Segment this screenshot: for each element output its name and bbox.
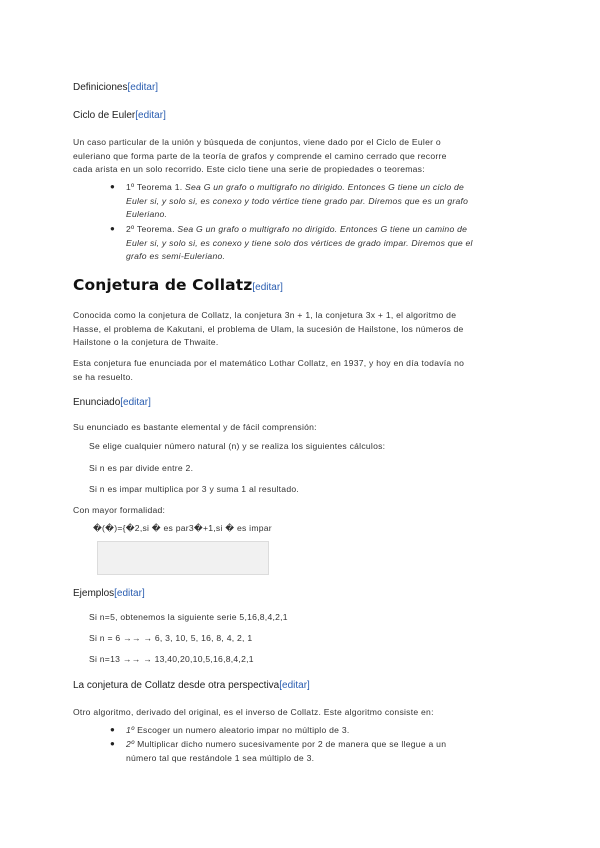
collatz-edit-link[interactable]: [editar] — [252, 282, 283, 293]
formal-label: Con mayor formalidad: — [73, 505, 166, 515]
step-2-item — [126, 738, 536, 765]
step-2-line: Multiplicar dicho numero sucesivamente por 2 de manera que se llegue a un — [137, 739, 447, 749]
step-2-line: número tal que restándole 1 sea múltiplo de 3. — [126, 752, 315, 763]
theorem-1-line: Euleriano. — [126, 209, 168, 219]
ciclo-euler-heading-text: Ciclo de Euler — [73, 110, 136, 121]
theorem-1-line: Sea G un grafo o multigrafo no dirigido. Entonces G tiene un ciclo de — [185, 182, 465, 192]
enunciado-heading-text: Enunciado — [73, 397, 121, 408]
theorem-2-item — [126, 223, 536, 264]
ejemplo-line: Si n = 6 →→ → 6, 3, 10, 5, 16, 8, 4, 2, 1 — [89, 633, 253, 643]
enunciado-edit-link[interactable]: [editar] — [120, 397, 151, 408]
collatz-heading-text: Conjetura de Collatz — [73, 276, 253, 294]
otra-perspectiva-edit-link[interactable]: [editar] — [279, 680, 310, 691]
step-1-line: Escoger un numero aleatorio impar no múltiplo de 3. — [137, 725, 350, 735]
bullet-icon: ● — [110, 182, 115, 191]
theorem-1-line: Euler si, y solo si, es conexo y todo vértice tiene grado par. Diremos que es un grafo — [126, 195, 469, 206]
step-1-prefix: 1º — [126, 725, 138, 735]
enunciado-heading — [73, 397, 151, 408]
collatz-heading — [73, 276, 283, 295]
definiciones-edit-link[interactable]: [editar] — [127, 82, 159, 93]
bullet-icon: ● — [110, 739, 115, 748]
theorem-2-line: grafo es semi-Euleriano. — [126, 251, 226, 261]
paragraph-line: se ha resuelto. — [73, 371, 134, 382]
enunciado-intro: Su enunciado es bastante elemental y de fácil comprensión: — [73, 422, 317, 432]
enunciado-step: Si n es impar multiplica por 3 y suma 1 al resultado. — [89, 484, 300, 494]
ejemplos-heading — [73, 588, 145, 599]
paragraph-line: Conocida como la conjetura de Collatz, la conjetura 3n + 1, la conjetura 3x + 1, el algoritmo de — [73, 310, 457, 320]
paragraph-line: Esta conjetura fue enunciada por el matemático Lothar Collatz, en 1937, y hoy en día todavía no — [73, 358, 465, 368]
ejemplo-line: Si n=5, obtenemos la siguiente serie 5,16,8,4,2,1 — [89, 612, 288, 622]
paragraph-line: Hasse, el problema de Kakutani, el problema de Ulam, la sucesión de Hailstone, los números de — [73, 323, 464, 334]
step-2-prefix: 2º — [126, 739, 138, 749]
collatz-paragraph-1 — [73, 309, 533, 350]
paragraph-line: Hailstone o la conjetura de Thwaite. — [73, 337, 219, 347]
theorem-1-item — [126, 181, 526, 222]
collatz-formula: �(�)={�2,si � es par3�+1,si � es impar — [93, 523, 272, 533]
formula-image-placeholder — [97, 541, 269, 575]
step-1-item — [126, 724, 526, 738]
definiciones-heading — [73, 82, 158, 93]
otra-perspectiva-heading-text: La conjetura de Collatz desde otra perspectiva — [73, 680, 280, 691]
ciclo-euler-paragraph — [73, 136, 533, 177]
otra-perspectiva-intro: Otro algoritmo, derivado del original, es el inverso de Collatz. Este algoritmo consiste en: — [73, 707, 434, 717]
theorem-2-line: Euler si, y solo si, es conexo y tiene solo dos vértices de grado impar. Diremos que el — [126, 237, 473, 248]
paragraph-line: Un caso particular de la unión y búsqueda de conjuntos, viene dado por el Ciclo de Euler o — [73, 137, 441, 147]
theorem-2-line: Sea G un grafo o multigrafo no dirigido. Entonces G tiene un camino de — [177, 224, 468, 234]
enunciado-step: Si n es par divide entre 2. — [89, 463, 194, 473]
collatz-paragraph-2 — [73, 357, 533, 384]
ejemplo-line: Si n=13 →→ → 13,40,20,10,5,16,8,4,2,1 — [89, 654, 254, 664]
paragraph-line: euleriano que forma parte de la teoría de grafos y comprende el camino cerrado que recorre — [73, 150, 447, 161]
definiciones-heading-text: Definiciones — [73, 82, 128, 93]
ciclo-euler-edit-link[interactable]: [editar] — [135, 110, 166, 121]
ejemplos-heading-text: Ejemplos — [73, 588, 115, 599]
bullet-icon: ● — [110, 224, 115, 233]
enunciado-step: Se elige cualquier número natural (n) y se realiza los siguientes cálculos: — [89, 441, 386, 451]
theorem-1-prefix: 1º Teorema 1. — [126, 182, 186, 192]
otra-perspectiva-heading — [73, 680, 310, 691]
theorem-2-prefix: 2º Teorema. — [126, 224, 178, 234]
ciclo-euler-heading — [73, 110, 166, 121]
paragraph-line: cada arista en un solo recorrido. Este ciclo tiene una serie de propiedades o teoremas: — [73, 164, 425, 174]
ejemplos-edit-link[interactable]: [editar] — [114, 588, 145, 599]
bullet-icon: ● — [110, 725, 115, 734]
